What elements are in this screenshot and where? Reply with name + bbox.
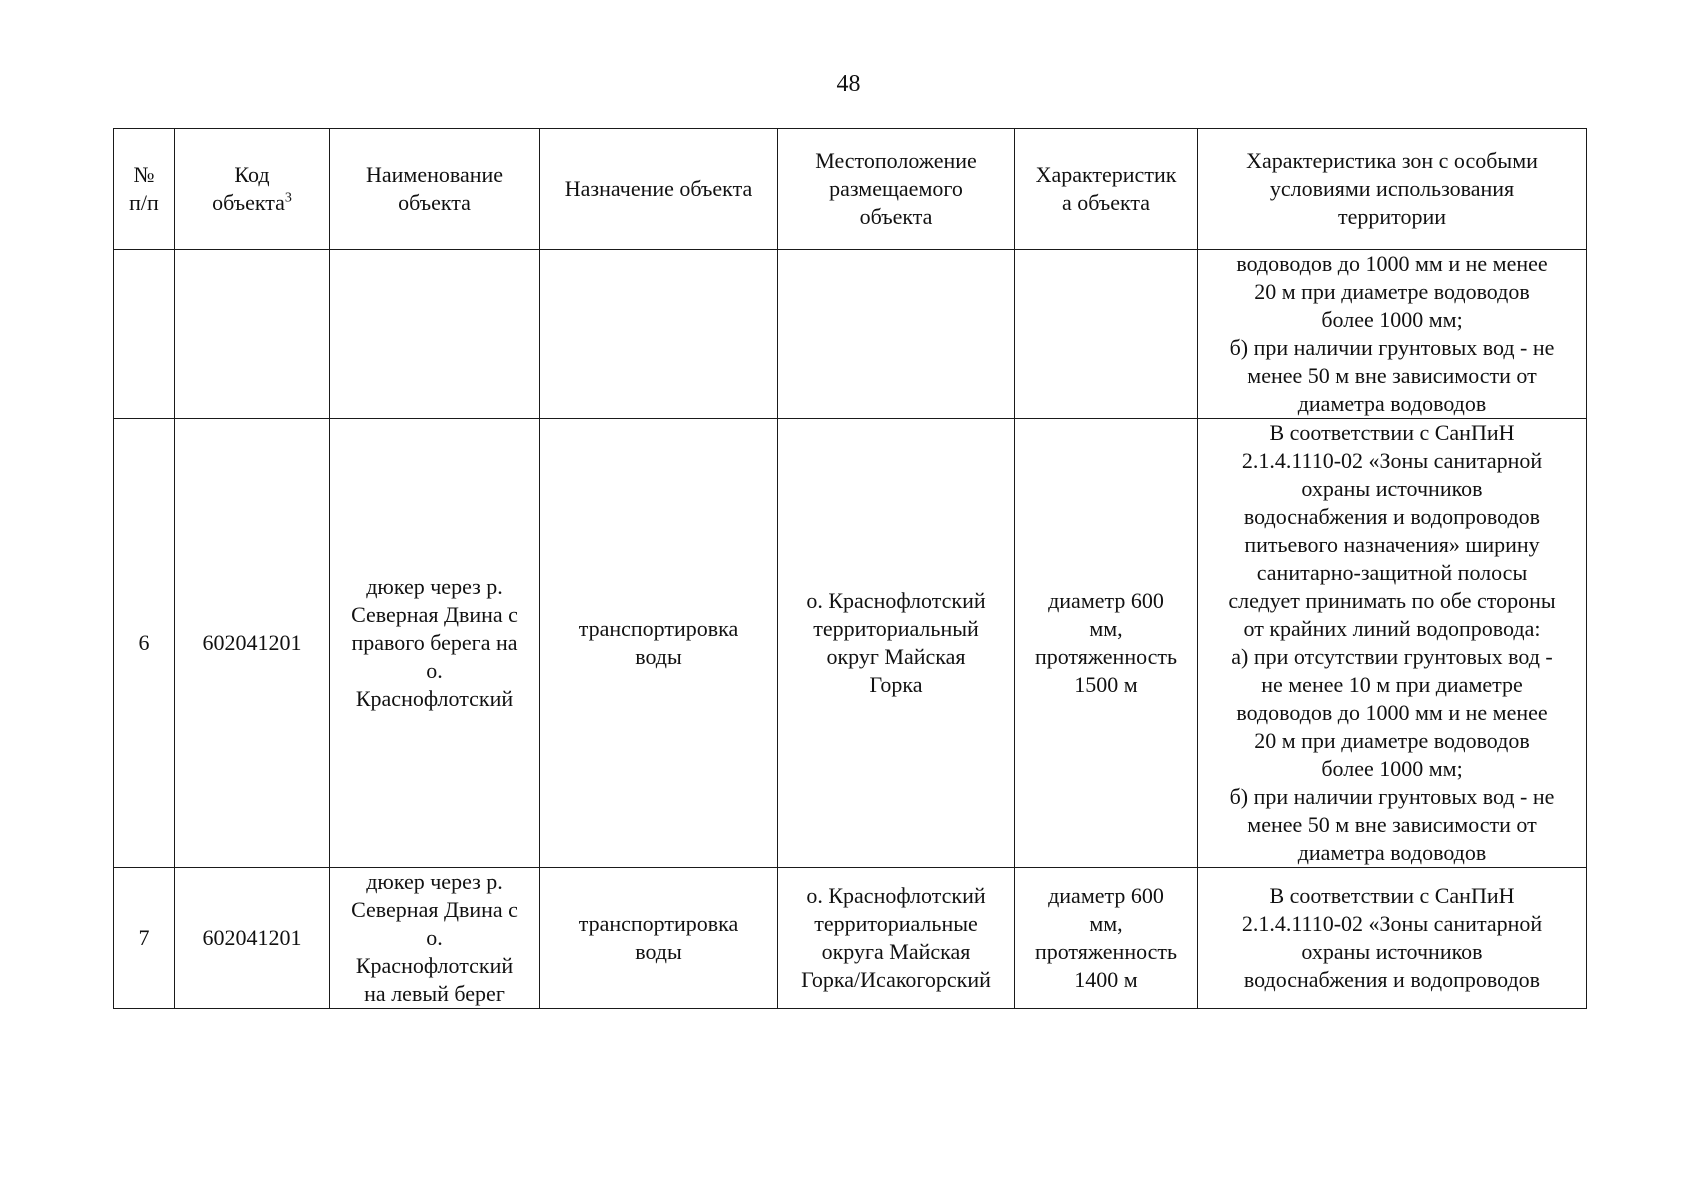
cell-code: [175, 419, 330, 868]
cell-zones: [1198, 250, 1587, 419]
cell-name: [330, 419, 540, 868]
table-row: [114, 419, 1587, 868]
cell-characteristic: [1015, 250, 1198, 419]
table-row: [114, 868, 1587, 1009]
header-code-label: Код объекта: [212, 162, 285, 215]
cell-purpose: [540, 868, 778, 1009]
header-num: [114, 129, 175, 250]
page-number: 48: [836, 71, 861, 97]
table-row: [114, 250, 1587, 419]
cell-name-text: дюкер через р. Северная Двина с о. Краснофлотский на левый берег: [351, 869, 518, 1006]
header-characteristic: [1015, 129, 1198, 250]
cell-location-text: о. Краснофлотский территориальные округа Майская Горка/Исакогорский: [801, 883, 991, 992]
cell-purpose: [540, 419, 778, 868]
cell-location-text: о. Краснофлотский территориальный округ Майская Горка: [806, 588, 986, 697]
footnote-marker: 3: [284, 190, 292, 206]
cell-num: [114, 419, 175, 868]
cell-num: [114, 868, 175, 1009]
cell-location: [778, 250, 1015, 419]
cell-characteristic-text: диаметр 600 мм, протяженность 1400 м: [1034, 883, 1178, 992]
cell-name: [330, 250, 540, 419]
cell-name-text: дюкер через р. Северная Двина с правого берега на о. Краснофлотский: [351, 574, 518, 711]
header-code: [175, 129, 330, 250]
header-zones-label: Характеристика зон с особыми условиями использования территории: [1246, 148, 1538, 229]
cell-purpose-text: транспортировка воды: [578, 616, 739, 669]
cell-code: [175, 250, 330, 419]
cell-num: [114, 250, 175, 419]
cell-zones-text: водоводов до 1000 мм и не менее 20 м при диаметре водоводов более 1000 мм; б) при наличии грунтовых вод - не менее 50 м вне зависимости от диаметра водоводов: [1229, 251, 1555, 416]
cell-name: [330, 868, 540, 1009]
cell-location: [778, 868, 1015, 1009]
header-num-label: № п/п: [129, 162, 159, 215]
cell-code-text: 602041201: [202, 630, 302, 655]
cell-characteristic: [1015, 868, 1198, 1009]
objects-table: [113, 128, 1587, 1009]
cell-code-text: 602041201: [202, 925, 302, 950]
cell-zones: [1198, 868, 1587, 1009]
header-location-label: Местоположение размещаемого объекта: [815, 148, 977, 229]
cell-purpose-text: транспортировка воды: [578, 911, 739, 964]
cell-zones-text: В соответствии с СанПиН 2.1.4.1110-02 «Зоны санитарной охраны источников водоснабжения и водопроводов питьевого назначения» ширину санитарно-защитной полосы следует принимать по обе стороны от крайних линий водопровода: а) при отсутствии грунтовых вод - не менее 10 м при диаметре водоводов до 1000 мм и не менее 20 м при диаметре водоводов более 1000 мм; б) при наличии грунтовых вод - не менее 50 м вне зависимости от диаметра водоводов: [1228, 420, 1556, 865]
cell-characteristic: [1015, 419, 1198, 868]
header-zones: [1198, 129, 1587, 250]
header-purpose: [540, 129, 778, 250]
header-purpose-label: Назначение объекта: [564, 176, 753, 201]
cell-zones: [1198, 419, 1587, 868]
cell-location: [778, 419, 1015, 868]
cell-num-text: 6: [138, 630, 150, 655]
header-row: [114, 129, 1587, 250]
header-location: [778, 129, 1015, 250]
cell-code: [175, 868, 330, 1009]
cell-purpose: [540, 250, 778, 419]
header-name: [330, 129, 540, 250]
cell-num-text: 7: [138, 925, 150, 950]
cell-zones-text: В соответствии с СанПиН 2.1.4.1110-02 «Зоны санитарной охраны источников водоснабжения и водопроводов: [1241, 883, 1543, 992]
cell-characteristic-text: диаметр 600 мм, протяженность 1500 м: [1034, 588, 1178, 697]
header-characteristic-label: Характеристик а объекта: [1035, 162, 1177, 215]
header-name-label: Наименование объекта: [365, 162, 504, 215]
